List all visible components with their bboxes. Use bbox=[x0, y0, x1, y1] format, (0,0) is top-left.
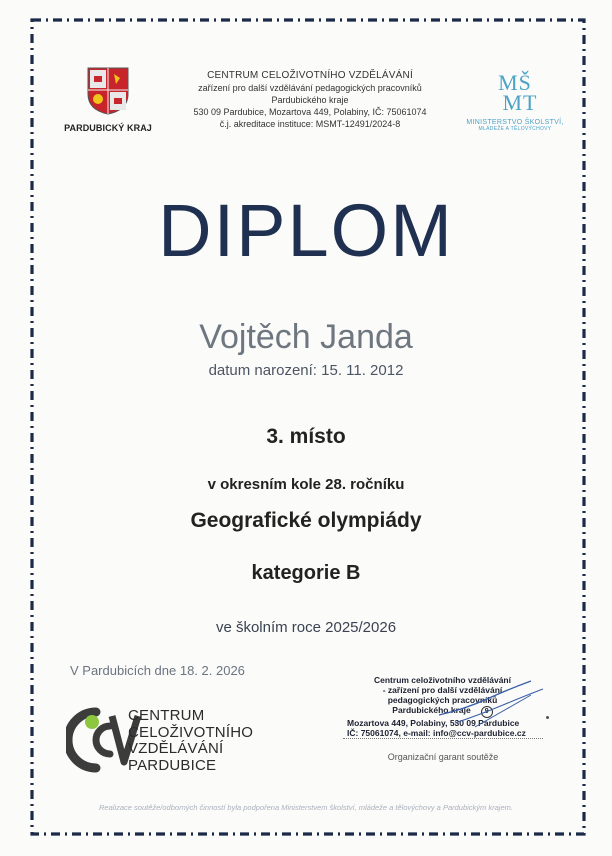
school-year: ve školním roce 2025/2026 bbox=[215, 619, 397, 636]
org-line-3: 530 09 Pardubice, Mozartova 449, Polabiny, IČ: 75061074 bbox=[193, 107, 427, 117]
org-name: CENTRUM CELOŽIVOTNÍHO VZDĚLÁVÁNÍ bbox=[207, 70, 413, 81]
footer-note: Realizace soutěže/odborných činností byla podpořena Ministerstvem školství, mládeže a tělovýchovy a Pardubickým krajem. bbox=[99, 803, 513, 812]
recipient-name: Vojtěch Janda bbox=[199, 318, 413, 356]
ccv-line-2: CELOŽIVOTNÍHO bbox=[128, 723, 254, 741]
issue-place-date: V Pardubicích dne 18. 2. 2026 bbox=[70, 663, 245, 678]
org-line-1: zařízení pro další vzdělávání pedagogických pracovníků bbox=[198, 83, 422, 93]
signature bbox=[435, 675, 545, 735]
stamp-line-4: Pardubického kraje bbox=[392, 705, 471, 715]
guarantor-label: Organizační garant soutěže bbox=[387, 752, 499, 762]
stamp-number: 9 bbox=[481, 706, 493, 718]
ccv-line-1: CENTRUM bbox=[128, 707, 205, 724]
msmt-sub-2: MLÁDEŽE A TĚLOVÝCHOVY bbox=[478, 126, 552, 132]
placement: 3. místo bbox=[266, 425, 346, 448]
coat-of-arms-icon bbox=[86, 66, 130, 116]
competition-round: v okresním kole 28. ročníku bbox=[207, 476, 405, 493]
svg-text:MT: MT bbox=[502, 90, 538, 114]
pardubicky-kraj-logo bbox=[62, 66, 154, 133]
stamp-line-5: Mozartova 449, Polabiny, 530 09 Pardubice bbox=[347, 718, 520, 728]
stamp-line-2: - zařízení pro další vzdělávání bbox=[382, 685, 503, 695]
msmt-sub-1: MINISTERSTVO ŠKOLSTVÍ, bbox=[466, 119, 564, 126]
header-org-block bbox=[165, 70, 455, 130]
ccv-line-4: PARDUBICE bbox=[128, 756, 217, 774]
stamp-line-1: Centrum celoživotního vzdělávání bbox=[374, 675, 511, 685]
stamp-line-3: pedagogických pracovníků bbox=[387, 695, 498, 705]
msmt-logo bbox=[455, 70, 575, 132]
org-line-2: Pardubického kraje bbox=[271, 95, 349, 105]
msmt-mark-icon bbox=[480, 70, 550, 114]
ccv-logo-text bbox=[128, 708, 253, 774]
date-of-birth: datum narození: 15. 11. 2012 bbox=[208, 362, 404, 379]
category: kategorie B bbox=[251, 562, 361, 584]
olympiad-name: Geografické olympiády bbox=[190, 509, 422, 532]
svg-text:MŠ: MŠ bbox=[498, 70, 532, 95]
kraj-label: PARDUBICKÝ KRAJ bbox=[64, 123, 152, 133]
stamp-line-6: IČ: 75061074, e-mail: info@ccv-pardubice.cz bbox=[347, 728, 526, 738]
signature-line bbox=[343, 738, 543, 739]
diploma-title: DIPLOM bbox=[158, 189, 454, 272]
dot-mark bbox=[546, 716, 549, 719]
ccv-line-3: VZDĚLÁVÁNÍ bbox=[128, 740, 224, 757]
org-line-4: č.j. akreditace instituce: MSMT-12491/2024-8 bbox=[219, 119, 401, 129]
